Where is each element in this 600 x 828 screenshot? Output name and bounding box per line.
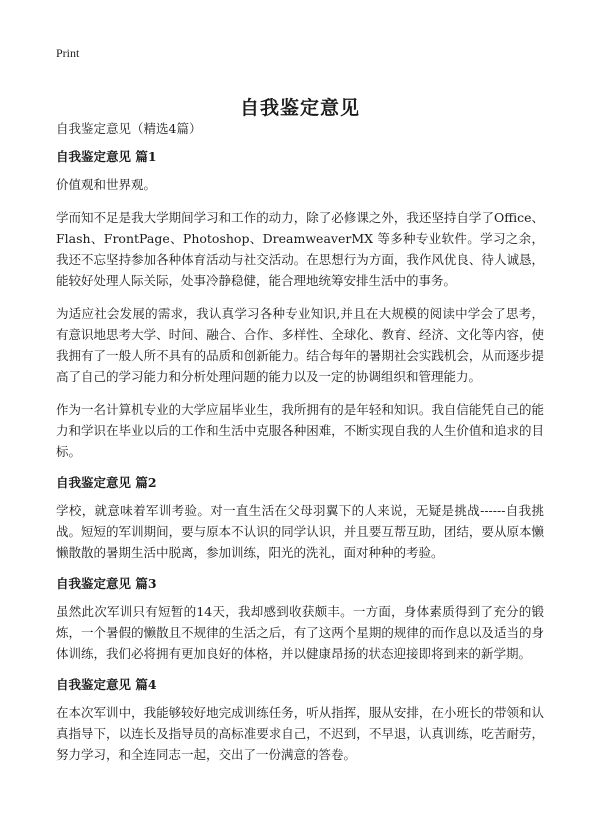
paragraph: 在本次军训中，我能够较好地完成训练任务，听从指挥，服从安排，在小班长的带领和认真指导下，以连长及指导员的高标准要求自己，不迟到，不早退，认真训练，吃苦耐劳，努力学习，和全连同志一起，交出了一份满意的答卷。 xyxy=(56,705,544,762)
section-heading: 自我鉴定意见 篇3 xyxy=(56,576,157,591)
section-heading: 自我鉴定意见 篇4 xyxy=(56,677,157,692)
document-subtitle: 自我鉴定意见（精选4篇） xyxy=(56,121,202,136)
paragraph: 学校，就意味着军训考验。对一直生活在父母羽翼下的人来说，无疑是挑战------自我挑战。短短的军训期间，要与原本不认识的同学认识，并且要互帮互助，团结，要从原本懒懒散散的暑期生活中脱离，参加训练，阳光的洗礼，面对种种的考验。 xyxy=(56,503,544,560)
print-link[interactable]: Print xyxy=(56,46,80,60)
paragraph: 作为一名计算机专业的大学应届毕业生，我所拥有的是年轻和知识。我自信能凭自己的能力和学识在毕业以后的工作和生活中克服各种困难，不断实现自我的人生价值和追求的目标。 xyxy=(56,402,544,459)
section-heading: 自我鉴定意见 篇1 xyxy=(56,149,157,164)
paragraph: 学而知不足是我大学期间学习和工作的动力，除了必修课之外，我还坚持自学了Office、Flash、FrontPage、Photoshop、DreamweaverMX 等多种专业软件。学习之余，我还不忘坚持参加各种体育活动与社交活动。在思想行为方面，我作风优良、待人诚恳，能较好处理人际关际，处事冷静稳健，能合理地统筹安排生活中的事务。 xyxy=(56,210,544,288)
paragraph: 价值观和世界观。 xyxy=(56,177,157,192)
section-heading: 自我鉴定意见 篇2 xyxy=(56,475,157,490)
document-body xyxy=(56,120,544,777)
paragraph: 虽然此次军训只有短暂的14天，我却感到收获颇丰。一方面，身体素质得到了充分的锻炼，一个暑假的懒散且不规律的生活之后，有了这两个星期的规律的而作息以及适当的身体训练，我们必将拥有更加良好的体格，并以健康昂扬的状态迎接即将到来的新学期。 xyxy=(56,604,544,661)
paragraph: 为适应社会发展的需求，我认真学习各种专业知识,并且在大规模的阅读中学会了思考，有意识地思考大学、时间、融合、合作、多样性、全球化、教育、经济、文化等内容，使我拥有了一般人所不具有的品质和创新能力。结合每年的暑期社会实践机会，从而逐步提高了自己的学习能力和分析处理问题的能力以及一定的协调组织和管理能力。 xyxy=(56,306,544,384)
page-title: 自我鉴定意见 xyxy=(239,96,360,119)
